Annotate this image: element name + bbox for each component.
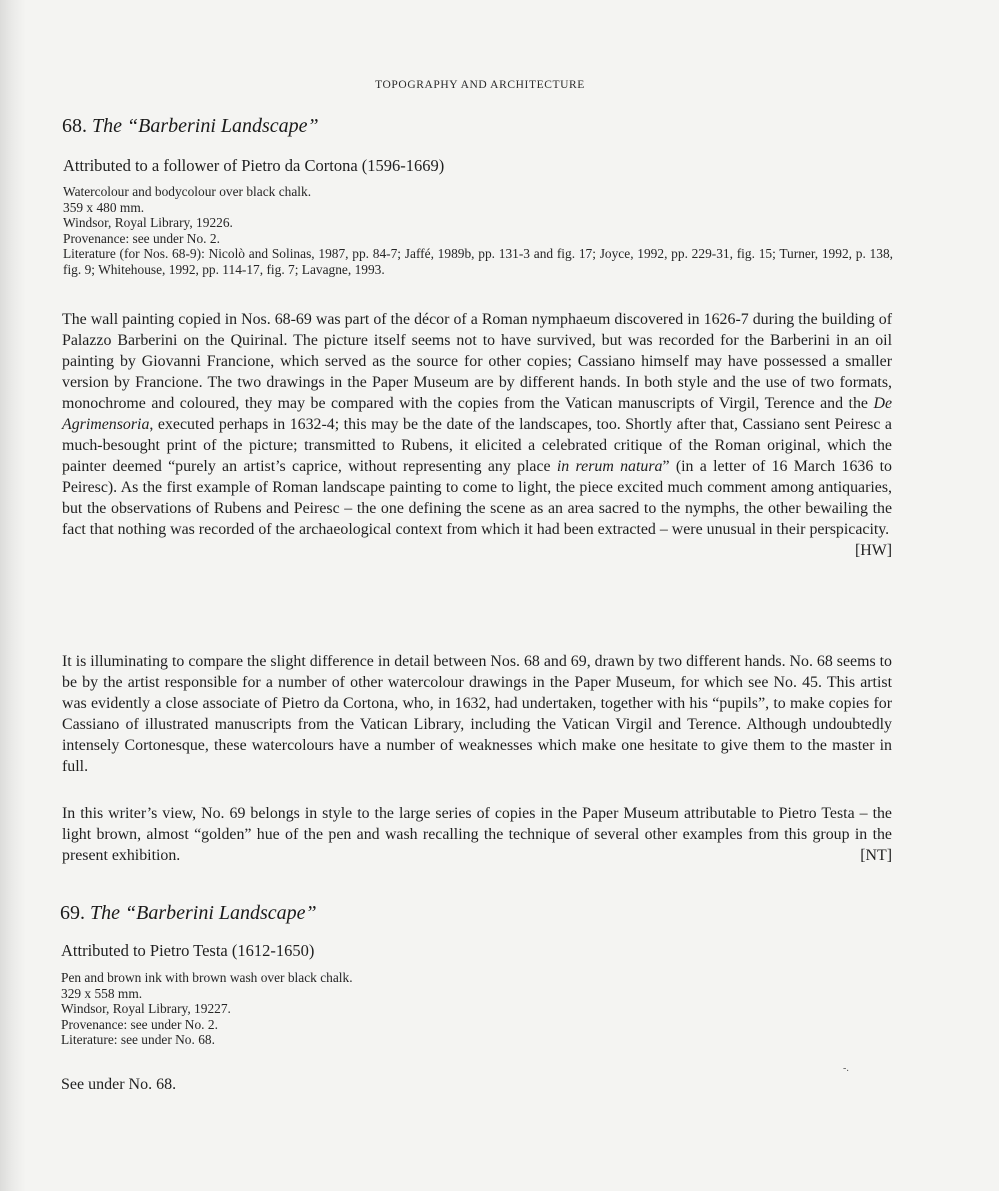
entry-69-attribution: Attributed to Pietro Testa (1612-1650) bbox=[61, 941, 315, 960]
entry-69-see-under: See under No. 68. bbox=[61, 1076, 177, 1093]
entry-68-title bbox=[62, 115, 319, 138]
entry-69-dimensions: 329 x 558 mm. bbox=[61, 985, 143, 1001]
entry-68-provenance: Provenance: see under No. 2. bbox=[63, 230, 220, 246]
entry-68-dimensions: 359 x 480 mm. bbox=[63, 199, 145, 215]
entry-68-title-text: The “Barberini Landscape” bbox=[92, 115, 319, 137]
page-gutter-shadow bbox=[0, 0, 26, 1191]
essay-1-italic-in-rerum-natura: in rerum natura bbox=[556, 458, 663, 475]
entry-69-location: Windsor, Royal Library, 19227. bbox=[61, 1001, 231, 1017]
entry-69-medium: Pen and brown ink with brown wash over black chalk. bbox=[61, 970, 353, 985]
entry-69-title-text: The “Barberini Landscape” bbox=[90, 902, 317, 924]
running-head: TOPOGRAPHY AND ARCHITECTURE bbox=[375, 79, 585, 91]
entry-69-provenance: Provenance: see under No. 2. bbox=[61, 1016, 218, 1032]
essay-1-text-a: The wall painting copied in Nos. 68-69 was part of the décor of a Roman nymphaeum discovered in 1626-7 during the building of Palazzo Barberini on the Quirinal. The picture itself seems not to have survived, but was recorded for the Barberini in an oil painting by Giovanni Francione, which served as the source for other copies; Cassiano himself may have possessed a smaller version by Francione. The two drawings in the Paper Museum are by different hands. In both style and the use of two formats, monochrome and coloured, they may be compared with the copies from the Vatican manuscripts of Virgil, Terence and the bbox=[62, 311, 892, 412]
entry-68-location: Windsor, Royal Library, 19226. bbox=[63, 215, 233, 231]
author-initials-hw: [HW] bbox=[854, 542, 892, 559]
entry-69-catalogue-details bbox=[61, 970, 353, 1048]
entry-68-number: 68. bbox=[62, 115, 87, 137]
entry-68-essay-paragraph-3 bbox=[62, 803, 892, 866]
entry-68-medium: Watercolour and bodycolour over black chalk. bbox=[63, 184, 312, 199]
print-speck: -. bbox=[843, 1063, 849, 1074]
entry-68-catalogue-details bbox=[63, 184, 893, 278]
essay-3-text: In this writer’s view, No. 69 belongs in style to the large series of copies in the Paper Museum attributable to Pietro Testa – the light brown, almost “golden” hue of the pen and wash recalling the technique of several other examples from this group in the present exhibition. bbox=[62, 805, 892, 864]
entry-69-literature: Literature: see under No. 68. bbox=[61, 1032, 215, 1048]
entry-68-literature: Literature (for Nos. 68-9): Nicolò and Solinas, 1987, pp. 84-7; Jaffé, 1989b, pp. 131-3 and fig. 17; Joyce, 1992, pp. 229-31, fig. 15; Turner, 1992, p. 138, fig. 9; Whitehouse, 1992, pp. 114-17, fig. 7; Lavagne, 1993. bbox=[63, 246, 893, 277]
essay-1-italic-de-agrimensoria: De Agrimensoria bbox=[62, 395, 892, 433]
essay-1-text-c: ” (in a letter of 16 March 1636 to Peiresc). As the first example of Roman landscape painting to come to light, the piece excited much comment among antiquaries, but the observations of Rubens and Peiresc – the one defining the scene as an area sacred to the nymphs, the other bewailing the fact that nothing was recorded of the archaeological context from which it had been extracted – were unusual in their perspicacity. bbox=[62, 458, 892, 538]
entry-68-essay-paragraph-2: It is illuminating to compare the slight difference in detail between Nos. 68 and 69, drawn by two different hands. No. 68 seems to be by the artist responsible for a number of other watercolour drawings in the Paper Museum, for which see No. 45. This artist was evidently a close associate of Pietro da Cortona, who, in 1632, had undertaken, together with his “pupils”, to make copies for Cassiano of illustrated manuscripts from the Vatican Library, including the Vatican Virgil and Terence. Although undoubtedly intensely Cortonesque, these watercolours have a number of weaknesses which make one hesitate to give them to the master in full. bbox=[62, 653, 892, 775]
entry-68-attribution: Attributed to a follower of Pietro da Cortona (1596-1669) bbox=[63, 156, 445, 175]
entry-69-title bbox=[60, 902, 317, 925]
entry-69-number: 69. bbox=[60, 902, 85, 924]
entry-68-essay-paragraph-1 bbox=[62, 309, 892, 561]
author-initials-nt: [NT] bbox=[860, 847, 892, 864]
essay-1-text-b: , executed perhaps in 1632-4; this may be the date of the landscapes, too. Shortly after that, Cassiano sent Peiresc a much-besought print of the picture; transmitted to Rubens, it elicited a celebrated critique of the Roman original, which the painter deemed “purely an artist’s caprice, without representing any place bbox=[62, 416, 892, 475]
